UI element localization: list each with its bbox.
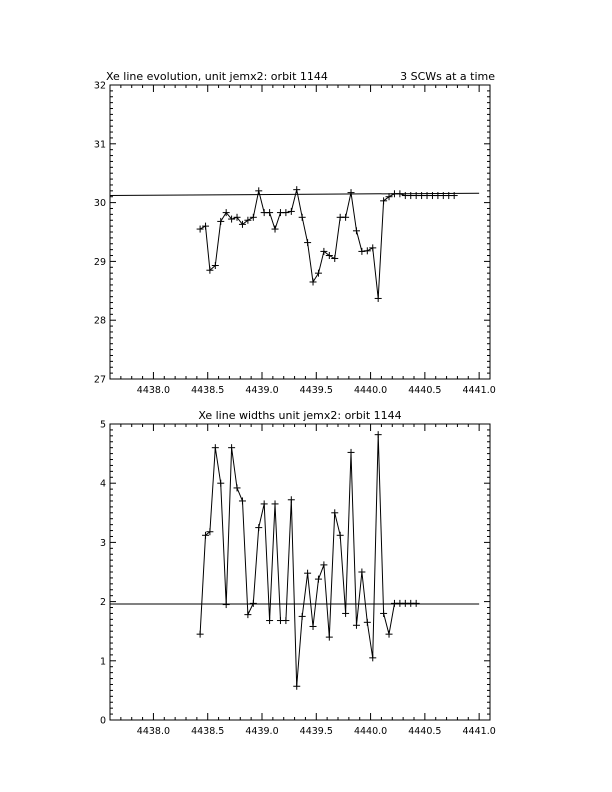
- data-point-marker: [288, 208, 295, 215]
- data-point-marker: [304, 570, 311, 577]
- width-chart-title: Xe line widths unit jemx2: orbit 1144: [198, 409, 402, 422]
- data-point-marker: [310, 623, 317, 630]
- data-point-marker: [228, 444, 235, 451]
- y-tick-label: 0: [99, 715, 106, 727]
- data-point-marker: [413, 600, 420, 607]
- x-tick-label: 4441.0: [462, 385, 496, 396]
- series-line: [200, 190, 454, 299]
- data-point-marker: [375, 431, 382, 438]
- width-panel: [100, 409, 496, 737]
- data-point-marker: [353, 227, 360, 234]
- data-point-marker: [299, 613, 306, 620]
- y-tick-label: 3: [99, 537, 106, 549]
- series-line: [200, 435, 416, 687]
- data-point-marker: [326, 634, 333, 641]
- data-point-marker: [369, 654, 376, 661]
- data-point-marker: [348, 449, 355, 456]
- data-point-marker: [380, 610, 387, 617]
- data-point-marker: [234, 484, 241, 491]
- y-tick-label: 31: [93, 139, 106, 151]
- energy-plot-frame: [110, 85, 490, 379]
- energy-ticks: [94, 81, 496, 397]
- data-point-marker: [212, 444, 219, 451]
- x-tick-label: 4441.0: [462, 726, 496, 737]
- data-point-marker: [320, 561, 327, 568]
- data-point-marker: [293, 186, 300, 193]
- data-point-marker: [293, 683, 300, 690]
- data-point-marker: [239, 497, 246, 504]
- data-point-marker: [310, 278, 317, 285]
- data-point-marker: [353, 622, 360, 629]
- energy-series: [197, 186, 458, 302]
- x-tick-label: 4439.5: [299, 726, 333, 737]
- x-tick-label: 4440.5: [408, 385, 442, 396]
- data-point-marker: [342, 610, 349, 617]
- x-tick-label: 4440.0: [353, 726, 388, 737]
- data-point-marker: [255, 187, 262, 194]
- y-tick-label: 30: [93, 198, 106, 210]
- data-point-marker: [266, 209, 273, 216]
- y-tick-label: 32: [93, 80, 106, 92]
- data-point-marker: [282, 209, 289, 216]
- data-point-marker: [315, 576, 322, 583]
- x-tick-label: 4438.5: [191, 385, 225, 396]
- x-tick-label: 4438.0: [136, 385, 171, 396]
- data-point-marker: [348, 189, 355, 196]
- x-tick-label: 4440.5: [408, 726, 442, 737]
- energy-panel: [94, 70, 496, 396]
- data-point-marker: [223, 601, 230, 608]
- data-point-marker: [288, 496, 295, 503]
- data-point-marker: [386, 631, 393, 638]
- data-point-marker: [358, 248, 365, 255]
- energy-chart-title: Xe line evolution, unit jemx2: orbit 1144: [106, 70, 328, 83]
- data-point-marker: [255, 524, 262, 531]
- y-tick-label: 1: [99, 656, 106, 668]
- data-point-marker: [217, 218, 224, 225]
- y-tick-label: 27: [93, 374, 106, 386]
- data-point-marker: [261, 500, 268, 507]
- data-point-marker: [266, 617, 273, 624]
- y-tick-label: 2: [99, 597, 106, 609]
- data-point-marker: [304, 239, 311, 246]
- data-point-marker: [299, 214, 306, 221]
- data-point-marker: [272, 500, 279, 507]
- data-point-marker: [364, 619, 371, 626]
- y-tick-label: 29: [93, 256, 106, 268]
- data-point-marker: [342, 214, 349, 221]
- x-tick-label: 4440.0: [353, 385, 388, 396]
- data-point-marker: [282, 617, 289, 624]
- width-plot-frame: [110, 424, 490, 720]
- data-point-marker: [250, 600, 257, 607]
- y-tick-label: 4: [99, 478, 106, 490]
- data-point-marker: [244, 611, 251, 618]
- width-series: [197, 431, 420, 690]
- data-point-marker: [217, 480, 224, 487]
- x-tick-label: 4438.5: [191, 726, 225, 737]
- x-tick-label: 4439.5: [299, 385, 333, 396]
- x-tick-label: 4438.0: [136, 726, 171, 737]
- x-tick-label: 4439.0: [245, 385, 279, 396]
- y-tick-label: 28: [93, 315, 106, 327]
- energy-chart-subtitle: 3 SCWs at a time: [400, 70, 495, 83]
- width-ticks: [100, 420, 496, 738]
- data-point-marker: [396, 190, 403, 197]
- data-point-marker: [337, 532, 344, 539]
- data-point-marker: [375, 295, 382, 302]
- data-point-marker: [315, 270, 322, 277]
- data-point-marker: [331, 509, 338, 516]
- data-point-marker: [197, 631, 204, 638]
- x-tick-label: 4439.0: [245, 726, 279, 737]
- data-point-marker: [272, 226, 279, 233]
- data-point-marker: [358, 569, 365, 576]
- y-tick-label: 5: [99, 419, 106, 431]
